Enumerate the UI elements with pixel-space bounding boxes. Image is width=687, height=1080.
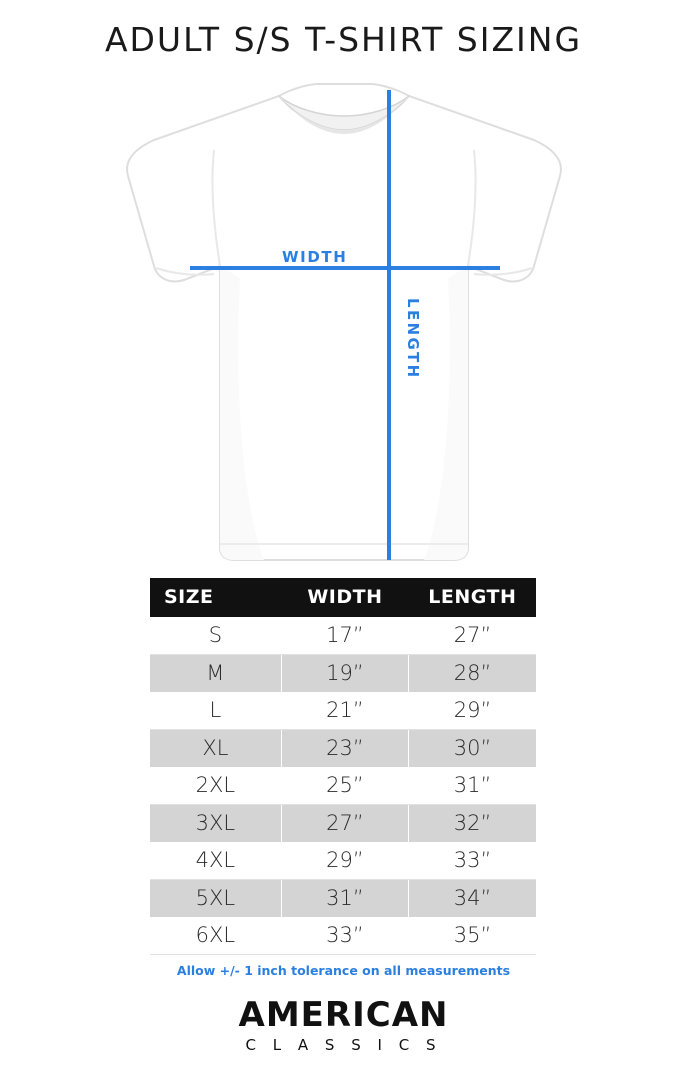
table-row: [150, 880, 536, 918]
table-header-row: [150, 578, 536, 617]
tshirt-illustration: [64, 78, 624, 568]
cell-length: 33”: [409, 842, 536, 880]
size-table-head: [150, 578, 536, 617]
cell-width: 29”: [281, 842, 408, 880]
table-row: [150, 917, 536, 955]
cell-size: L: [150, 692, 281, 730]
table-row: [150, 617, 536, 655]
width-label: WIDTH: [282, 248, 348, 266]
cell-length: 29”: [409, 692, 536, 730]
length-label: LENGTH: [404, 298, 422, 380]
cell-size: S: [150, 617, 281, 655]
cell-length: 28”: [409, 655, 536, 693]
cell-size: XL: [150, 730, 281, 768]
cell-size: M: [150, 655, 281, 693]
shirt-body: [127, 84, 561, 560]
cell-width: 19”: [281, 655, 408, 693]
size-table: [150, 578, 536, 955]
cell-length: 30”: [409, 730, 536, 768]
header-size: SIZE: [150, 578, 281, 617]
tolerance-note: Allow +/- 1 inch tolerance on all measurements: [176, 963, 511, 978]
table-row: [150, 730, 536, 768]
cell-size: 6XL: [150, 917, 281, 955]
cell-length: 34”: [409, 880, 536, 918]
table-row: [150, 655, 536, 693]
table-row: [150, 692, 536, 730]
table-row: [150, 842, 536, 880]
size-table-body: [150, 617, 536, 955]
page-title: ADULT S/S T-SHIRT SIZING: [104, 20, 583, 59]
header-width: WIDTH: [281, 578, 408, 617]
header-length: LENGTH: [409, 578, 536, 617]
cell-width: 33”: [281, 917, 408, 955]
cell-size: 2XL: [150, 767, 281, 805]
table-row: [150, 767, 536, 805]
table-row: [150, 805, 536, 843]
cell-width: 31”: [281, 880, 408, 918]
tshirt-diagram: [0, 78, 687, 568]
cell-size: 4XL: [150, 842, 281, 880]
cell-width: 17”: [281, 617, 408, 655]
cell-width: 27”: [281, 805, 408, 843]
cell-length: 32”: [409, 805, 536, 843]
cell-length: 35”: [409, 917, 536, 955]
cell-width: 25”: [281, 767, 408, 805]
brand-name: AMERICAN: [238, 995, 449, 1035]
size-table-container: [150, 578, 536, 955]
cell-width: 23”: [281, 730, 408, 768]
cell-size: 5XL: [150, 880, 281, 918]
cell-size: 3XL: [150, 805, 281, 843]
cell-length: 27”: [409, 617, 536, 655]
cell-length: 31”: [409, 767, 536, 805]
cell-width: 21”: [281, 692, 408, 730]
brand-subtitle: C L A S S I C S: [245, 1036, 442, 1054]
